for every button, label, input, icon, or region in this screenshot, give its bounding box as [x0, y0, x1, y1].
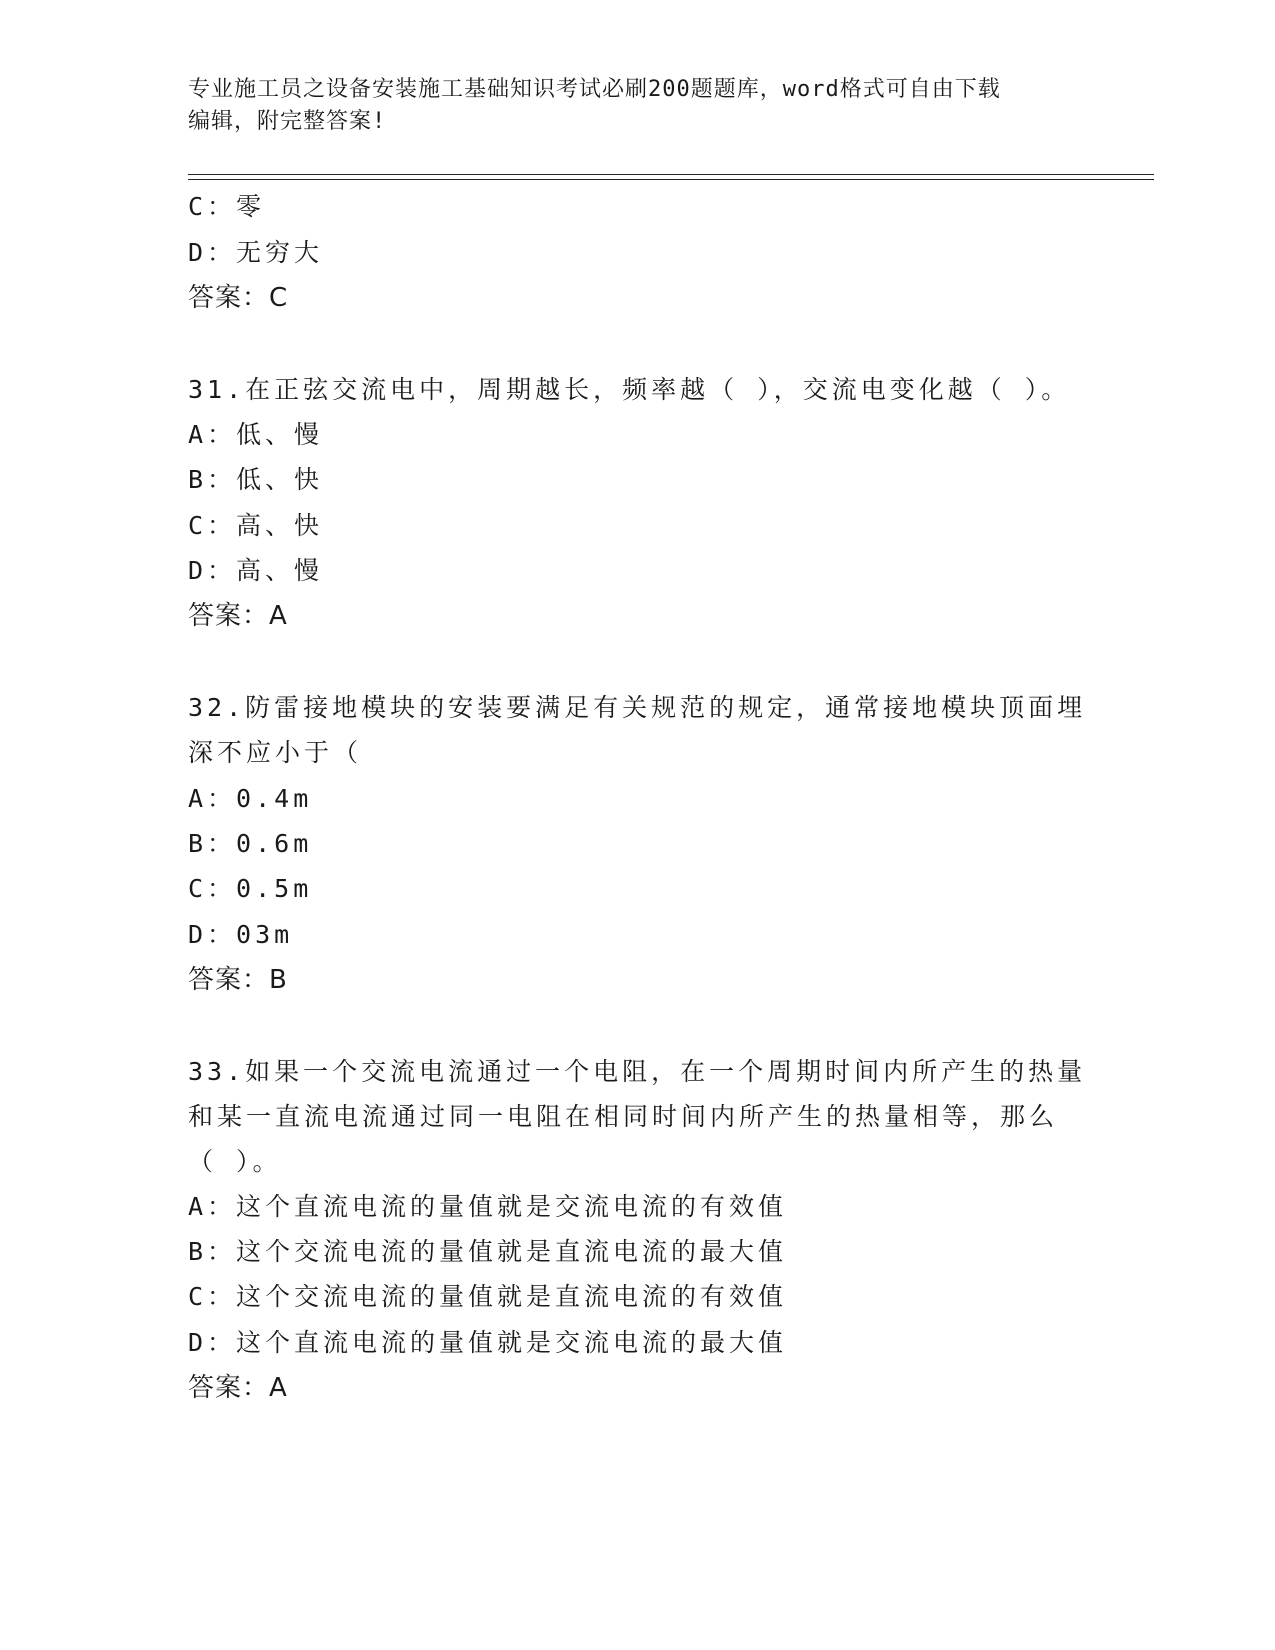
q32-option-a: A：0.4m: [188, 784, 313, 813]
q31-answer: 答案：A: [188, 601, 288, 631]
q32-answer: 答案：B: [188, 965, 288, 995]
q31-option-a: A：低、慢: [188, 420, 324, 449]
q32-option-c: C：0.5m: [188, 874, 313, 903]
q33-option-a: A：这个直流电流的量值就是交流电流的有效值: [188, 1192, 788, 1221]
q33-stem-line-1: 33.如果一个交流电流通过一个电阻，在一个周期时间内所产生的热量: [188, 1057, 1087, 1086]
header-rule-top: [188, 174, 1154, 175]
q32-option-d: D：03m: [188, 920, 294, 949]
q32-stem-line-1: 32.防雷接地模块的安装要满足有关规范的规定，通常接地模块顶面埋: [188, 693, 1087, 722]
q33-option-c: C：这个交流电流的量值就是直流电流的有效值: [188, 1282, 788, 1311]
header-title-line-2: 编辑，附完整答案!: [188, 109, 387, 134]
q31-option-d: D：高、慢: [188, 556, 324, 585]
q33-answer: 答案：A: [188, 1373, 288, 1403]
q33-option-d: D：这个直流电流的量值就是交流电流的最大值: [188, 1328, 788, 1357]
header-title-line-1: 专业施工员之设备安装施工基础知识考试必刷200题题库，word格式可自由下载: [188, 77, 1001, 102]
q33-stem-line-2: 和某一直流电流通过同一电阻在相同时间内所产生的热量相等，那么: [188, 1102, 1059, 1131]
prev-answer: 答案：C: [188, 283, 289, 313]
q32-option-b: B：0.6m: [188, 829, 313, 858]
prev-option-c: C：零: [188, 192, 266, 221]
q31-option-c: C：高、快: [188, 511, 324, 540]
q31-stem-line-1: 31.在正弦交流电中，周期越长，频率越（ ），交流电变化越（ ）。: [188, 375, 1071, 404]
q31-option-b: B：低、快: [188, 465, 324, 494]
prev-option-d: D：无穷大: [188, 238, 324, 267]
document-header: [188, 74, 1068, 138]
header-rule-bottom: [188, 179, 1154, 180]
q33-stem-line-3: （ ）。: [188, 1147, 282, 1176]
q33-option-b: B：这个交流电流的量值就是直流电流的最大值: [188, 1237, 788, 1266]
q32-stem-line-2: 深不应小于（: [188, 738, 363, 767]
